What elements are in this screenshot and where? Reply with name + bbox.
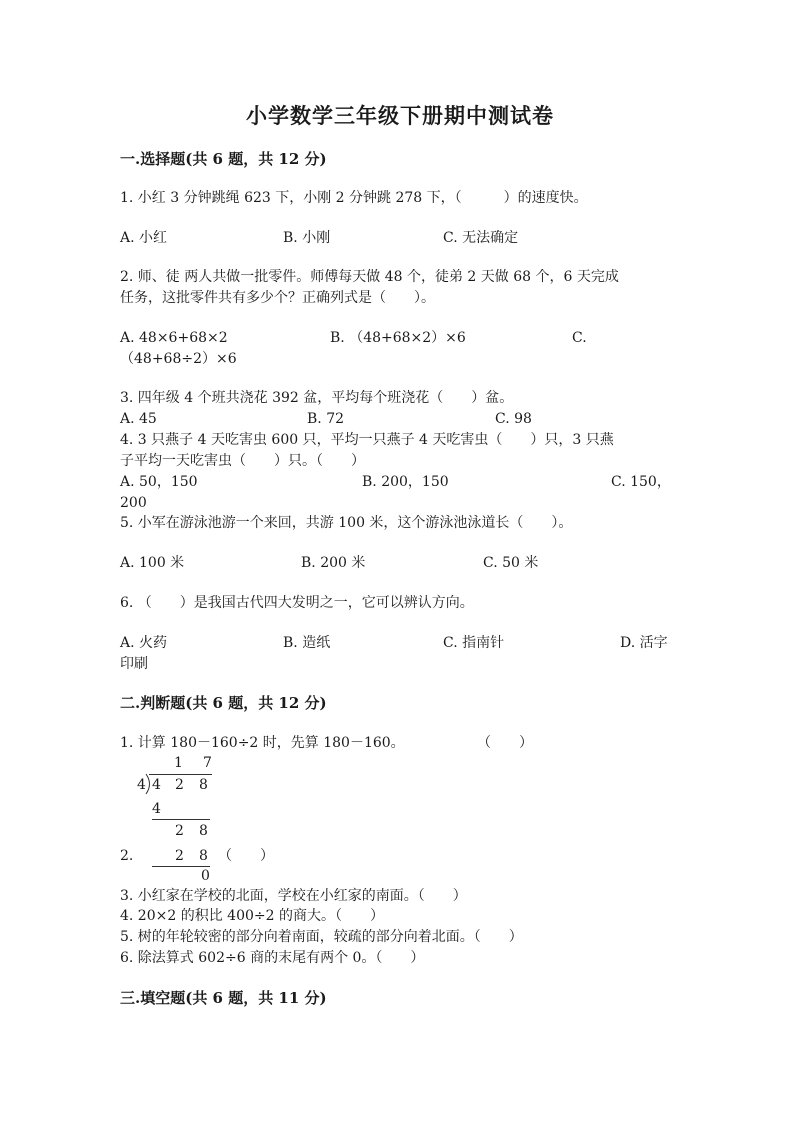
question-4: 4. 20×2 的积比 400÷2 的商大。（ ） [120, 908, 384, 924]
option-c-cont: 200 [120, 495, 147, 511]
dividend-digit: 8 [199, 777, 208, 793]
option-d: D. 活字 [620, 635, 668, 651]
question-6: 6. （ ）是我国古代四大发明之一，它可以辨认方向。 [120, 595, 474, 611]
long-division-figure [137, 754, 227, 884]
question-2-line2: 任务，这批零件共有多少个？正确列式是（ ）。 [120, 290, 435, 306]
section-heading-fill: 三.填空题(共 6 题，共 11 分) [120, 989, 327, 1007]
option-b: B. 造纸 [283, 635, 331, 651]
option-c: C. 无法确定 [443, 230, 519, 246]
question-2-number: 2. [120, 848, 134, 864]
option-a: A. 48×6+68×2 [120, 330, 228, 346]
step-digit: 2 [175, 823, 184, 839]
option-c: C. [572, 330, 587, 346]
option-a: A. 45 [120, 411, 157, 427]
question-3: 3. 四年级 4 个班共浇花 392 盆，平均每个班浇花（ ）盆。 [120, 390, 514, 406]
section-heading-choice: 一.选择题(共 6 题，共 12 分) [120, 150, 327, 168]
question-2-line1: 2. 师、徒 两人共做一批零件。师傅每天做 48 个，徒弟 2 天做 68 个，6 天完成 [120, 269, 619, 285]
answer-paren: （ ） [477, 735, 533, 751]
question-3: 3. 小红家在学校的北面，学校在小红家的南面。（ ） [120, 888, 467, 904]
question-6: 6. 除法算式 602÷6 商的末尾有两个 0。（ ） [120, 950, 425, 966]
option-a: A. 50，150 [120, 474, 198, 490]
option-b: B. 200，150 [362, 474, 449, 490]
division-bar [149, 774, 212, 775]
option-b: B. 200 米 [301, 555, 366, 571]
question-5: 5. 小军在游泳池游一个来回，共游 100 米，这个游泳池泳道长（ ）。 [120, 515, 573, 531]
question-4-line1: 4. 3 只燕子 4 天吃害虫 600 只，平均一只燕子 4 天吃害虫（ ）只，3 只燕 [120, 432, 614, 448]
page-title: 小学数学三年级下册期中测试卷 [246, 103, 554, 128]
answer-paren: （ ） [218, 848, 274, 864]
dividend-digit: 4 [152, 777, 161, 793]
option-b: B. 小刚 [283, 230, 331, 246]
dividend-digit: 2 [175, 777, 184, 793]
section-heading-judge: 二.判断题(共 6 题，共 12 分) [120, 694, 327, 712]
question-1: 1. 计算 180－160÷2 时，先算 180－160。 [120, 735, 405, 751]
option-c: C. 98 [495, 411, 532, 427]
option-a: A. 100 米 [120, 555, 185, 571]
step-digit: 2 [175, 848, 184, 864]
remainder: 0 [201, 868, 210, 884]
divisor: 4 [137, 777, 146, 793]
option-c: C. 150， [611, 474, 671, 490]
question-1: 1. 小红 3 分钟跳绳 623 下，小刚 2 分钟跳 278 下，（ ）的速度快。 [120, 190, 588, 206]
option-b: B. （48+68×2）×6 [330, 330, 466, 346]
option-a: A. 火药 [120, 635, 168, 651]
option-b: B. 72 [307, 411, 345, 427]
option-d-cont: 印刷 [120, 656, 148, 672]
quotient-digit: 7 [203, 755, 212, 771]
division-line [152, 819, 210, 820]
option-c-cont: （48+68÷2）×6 [120, 351, 237, 367]
question-4-line2: 子平均一天吃害虫（ ）只。（ ） [120, 453, 365, 469]
question-5: 5. 树的年轮较密的部分向着南面，较疏的部分向着北面。（ ） [120, 929, 523, 945]
step-digit: 4 [152, 801, 161, 817]
option-c: C. 指南针 [443, 635, 505, 651]
quotient-digit: 1 [174, 755, 183, 771]
option-a: A. 小红 [120, 230, 168, 246]
step-digit: 8 [199, 848, 208, 864]
option-c: C. 50 米 [483, 555, 539, 571]
step-digit: 8 [199, 823, 208, 839]
